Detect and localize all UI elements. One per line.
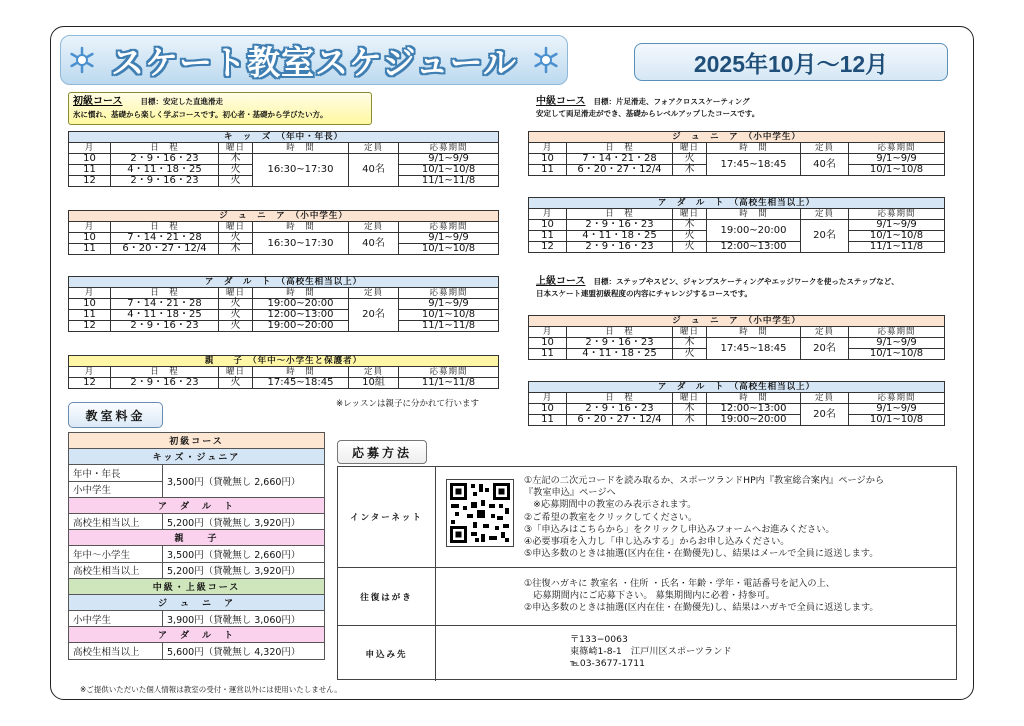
fee-heading: 親 子: [69, 530, 325, 546]
cell-apply: 11/1~11/8: [399, 176, 499, 187]
fee-section-title: 教室料金: [68, 402, 163, 428]
cell-weekday: 木: [673, 338, 707, 349]
cell-capacity: 40名: [349, 154, 399, 187]
address-line: 〒133−0063: [570, 634, 628, 645]
cell-weekday: 火: [219, 176, 253, 187]
instruction-line: ②申込多数のときは抽選(区内在住・在勤優先)し、結果はハガキで全員に返送します。: [524, 602, 879, 614]
fee-heading: 中級・上級コース: [69, 578, 325, 594]
instruction-line: ②ご希望の教室をクリックしてください。: [524, 511, 698, 523]
cell-apply: 9/1~9/9: [399, 233, 499, 244]
cell-dates: 2・9・16・23: [567, 338, 673, 349]
cell-month: 11: [529, 231, 567, 242]
header-time: 時 間: [253, 143, 349, 154]
cell-apply: 9/1~9/9: [849, 154, 945, 165]
address-line: ℡03-3677-1711: [570, 658, 645, 670]
apply-instructions: [524, 475, 884, 560]
apply-row-internet: [338, 467, 956, 567]
cell-month: 10: [529, 220, 567, 231]
cell-weekday: 火: [219, 165, 253, 176]
cell-time: 19:00~20:00: [253, 299, 349, 310]
cell-time: 12:00~13:00: [707, 242, 801, 253]
table-row: [529, 220, 945, 231]
header-apply: 応募期間: [399, 367, 499, 378]
instruction-line: ④必要事項を入力し「申し込みする」からお申し込みください。: [524, 536, 790, 548]
cell-capacity: 40名: [349, 233, 399, 255]
apply-section-title: 応募方法: [337, 440, 427, 464]
cell-dates: 7・14・21・28: [111, 299, 219, 310]
instruction-line: ※応募期間中の教室のみ表示されます。: [524, 499, 697, 511]
cell-weekday: 木: [219, 244, 253, 255]
table-row: [529, 242, 945, 253]
instruction-line: 応募期間内にご応募下さい。 募集期間内に必着・持参可。: [524, 590, 775, 602]
apply-method: 申込み先: [338, 626, 436, 681]
cell-apply: 9/1~9/9: [849, 338, 945, 349]
header-month: 月: [529, 143, 567, 154]
cell-month: 10: [529, 154, 567, 165]
header-capacity: 定員: [801, 143, 849, 154]
header-apply: 応募期間: [399, 222, 499, 233]
cell-time: 16:30~17:30: [253, 154, 349, 187]
beginner-course-note: [68, 92, 372, 125]
cell-dates: 7・14・21・28: [567, 154, 673, 165]
header-dates: 日 程: [111, 367, 219, 378]
cell-weekday: 木: [673, 415, 707, 426]
table-caption: キ ッ ズ （年中・年長）: [69, 132, 499, 143]
cell-apply: 11/1~11/8: [399, 378, 499, 389]
cell-weekday: 火: [219, 233, 253, 244]
apply-row-destination: [338, 625, 956, 681]
cell-time: 19:00~20:00: [707, 220, 801, 242]
cell-month: 11: [529, 349, 567, 360]
table-caption: ア ダ ル ト （高校生相当以上）: [69, 277, 499, 288]
header-dates: 日 程: [111, 222, 219, 233]
cell-time: 19:00~20:00: [253, 321, 349, 332]
fee-price: 5,600円（貸靴無し 4,320円）: [163, 643, 325, 659]
schedule-table-beginner-kids: [68, 131, 499, 187]
cell-dates: 2・9・16・23: [111, 321, 219, 332]
cell-weekday: 火: [673, 154, 707, 165]
header-month: 月: [69, 222, 111, 233]
fee-heading: キッズ・ジュニア: [69, 449, 325, 465]
header-capacity: 定員: [801, 393, 849, 404]
header-time: 時 間: [253, 222, 349, 233]
header-dates: 日 程: [111, 288, 219, 299]
header-month: 月: [529, 209, 567, 220]
cell-weekday: 火: [673, 231, 707, 242]
cell-weekday: 木: [673, 220, 707, 231]
cell-month: 10: [69, 299, 111, 310]
schedule-table-advanced-adult: [528, 381, 945, 426]
cell-time: 17:45~18:45: [707, 338, 801, 360]
cell-apply: 9/1~9/9: [849, 404, 945, 415]
fee-price: 3,900円（貸靴無し 3,060円）: [163, 611, 325, 627]
table-caption: 親 子 （年中～小学生と保護者）: [69, 356, 499, 367]
cell-month: 12: [69, 321, 111, 332]
table-caption: ジ ュ ニ ア （小中学生）: [529, 132, 945, 143]
header-dates: 日 程: [567, 209, 673, 220]
fee-category: 高校生相当以上: [69, 643, 163, 659]
header-time: 時 間: [707, 327, 801, 338]
cell-time: 17:45~18:45: [707, 154, 801, 176]
cell-apply: 9/1~9/9: [849, 220, 945, 231]
table-row: [69, 310, 499, 321]
cell-apply: 10/1~10/8: [849, 415, 945, 426]
cell-time: 17:45~18:45: [253, 378, 349, 389]
table-row: [69, 233, 499, 244]
cell-apply: 11/1~11/8: [849, 242, 945, 253]
cell-weekday: 火: [219, 321, 253, 332]
header-apply: 応募期間: [849, 327, 945, 338]
schedule-table-intermediate-adult: [528, 197, 945, 253]
cell-apply: 10/1~10/8: [399, 244, 499, 255]
instruction-line: 『教室申込』ページへ: [524, 487, 616, 499]
fee-category: 高校生相当以上: [69, 513, 163, 529]
header-dates: 日 程: [567, 143, 673, 154]
header-capacity: 定員: [801, 209, 849, 220]
cell-month: 11: [529, 415, 567, 426]
course-name: 中級コース: [536, 96, 586, 107]
cell-apply: 10/1~10/8: [849, 349, 945, 360]
cell-dates: 4・11・18・25: [567, 231, 673, 242]
fee-price: 5,200円（貸靴無し 3,920円）: [163, 513, 325, 529]
cell-dates: 7・14・21・28: [111, 233, 219, 244]
fee-category: 年中・年長: [69, 465, 163, 481]
cell-dates: 2・9・16・23: [567, 220, 673, 231]
header-apply: 応募期間: [849, 209, 945, 220]
page-title: スケート教室スケジュール: [110, 42, 518, 82]
table-row: [69, 321, 499, 332]
cell-capacity: 10組: [349, 378, 399, 389]
cell-dates: 6・20・27・12/4: [111, 244, 219, 255]
cell-month: 10: [69, 233, 111, 244]
apply-instructions: [524, 578, 879, 615]
address-line: 東篠崎1-8-1 江戸川区スポーツランド: [570, 646, 732, 658]
table-row: [69, 378, 499, 389]
schedule-table-advanced-junior: [528, 315, 945, 360]
cell-weekday: 木: [219, 154, 253, 165]
cell-dates: 2・9・16・23: [567, 404, 673, 415]
cell-month: 12: [69, 176, 111, 187]
apply-method: インターネット: [338, 467, 436, 567]
fee-price: 5,200円（貸靴無し 3,920円）: [163, 562, 325, 578]
cell-dates: 2・9・16・23: [111, 154, 219, 165]
table-caption: ジ ュ ニ ア （小中学生）: [529, 316, 945, 327]
fee-price: 3,500円（貸靴無し 2,660円）: [163, 465, 325, 497]
cell-capacity: 40名: [801, 154, 849, 176]
cell-time: 16:30~17:30: [253, 233, 349, 255]
instruction-line: ③「申込みはこちらから」をクリックし申込みフォームへお進みください。: [524, 523, 835, 535]
table-caption: ア ダ ル ト （高校生相当以上）: [529, 382, 945, 393]
schedule-table-beginner-adult: [68, 276, 499, 332]
cell-weekday: 火: [219, 310, 253, 321]
title-banner: [60, 35, 568, 85]
header-time: 時 間: [707, 143, 801, 154]
cell-dates: 2・9・16・23: [111, 378, 219, 389]
fee-heading: ア ダ ル ト: [69, 627, 325, 643]
header-month: 月: [69, 288, 111, 299]
cell-apply: 10/1~10/8: [399, 165, 499, 176]
header-weekday: 曜日: [219, 143, 253, 154]
header-capacity: 定員: [349, 367, 399, 378]
cell-capacity: 20名: [801, 220, 849, 253]
cell-month: 11: [529, 165, 567, 176]
header-month: 月: [69, 367, 111, 378]
advanced-course-note: [536, 276, 956, 300]
cell-dates: 4・11・18・25: [111, 310, 219, 321]
period-badge: 2025年10月～12月: [634, 43, 948, 81]
cell-weekday: 火: [219, 378, 253, 389]
apply-row-postcard: [338, 567, 956, 625]
cell-month: 11: [69, 310, 111, 321]
cell-apply: 10/1~10/8: [849, 165, 945, 176]
instruction-line: ①往復ハガキに 教室名 ・住所 ・氏名・年齢・学年・電話番号を記入の上、: [524, 578, 835, 589]
header-apply: 応募期間: [849, 143, 945, 154]
header-capacity: 定員: [801, 327, 849, 338]
cell-dates: 4・11・18・25: [567, 349, 673, 360]
fee-table: [68, 432, 325, 660]
table-row: [529, 338, 945, 349]
cell-dates: 6・20・27・12/4: [567, 165, 673, 176]
cell-weekday: 火: [219, 299, 253, 310]
cell-month: 10: [529, 338, 567, 349]
cell-time: 12:00~13:00: [707, 404, 801, 415]
schedule-table-beginner-junior: [68, 210, 499, 255]
header-time: 時 間: [253, 288, 349, 299]
cell-weekday: 木: [673, 165, 707, 176]
course-name: 初級コース: [73, 96, 123, 107]
cell-dates: 2・9・16・23: [567, 242, 673, 253]
header-apply: 応募期間: [399, 143, 499, 154]
cell-apply: 10/1~10/8: [849, 231, 945, 242]
cell-month: 10: [529, 404, 567, 415]
table-row: [529, 154, 945, 165]
course-desc: 安定して両足滑走ができ、基礎からレベルアップしたコースです。: [536, 109, 760, 118]
table-row: [529, 404, 945, 415]
header-month: 月: [69, 143, 111, 154]
header-weekday: 曜日: [673, 143, 707, 154]
qr-code-icon[interactable]: [446, 479, 514, 547]
table-row: [529, 415, 945, 426]
table-row: [69, 154, 499, 165]
fee-heading: ジ ュ ニ ア: [69, 594, 325, 610]
cell-time: 19:00~20:00: [707, 415, 801, 426]
course-desc: 氷に慣れ、基礎から楽しく学ぶコースです。初心者・基礎から学びたい方。: [73, 110, 328, 119]
schedule-table-beginner-parent: [68, 355, 499, 389]
cell-weekday: 木: [673, 404, 707, 415]
header-weekday: 曜日: [219, 288, 253, 299]
cell-dates: 6・20・27・12/4: [567, 415, 673, 426]
table-caption: ジ ュ ニ ア （小中学生）: [69, 211, 499, 222]
header-weekday: 曜日: [219, 367, 253, 378]
cell-month: 10: [69, 154, 111, 165]
apply-table: [337, 466, 957, 680]
fee-heading: 初級コース: [69, 433, 325, 449]
apply-method: 往復はがき: [338, 568, 436, 625]
cell-weekday: 火: [673, 349, 707, 360]
cell-dates: 2・9・16・23: [111, 176, 219, 187]
cell-dates: 4・11・18・25: [111, 165, 219, 176]
snowflake-icon: [529, 43, 563, 77]
instruction-line: ⑤申込多数のときは抽選(区内在住・在勤優先)し、結果はメールで全員に返送します。: [524, 548, 879, 560]
header-month: 月: [529, 327, 567, 338]
cell-capacity: 20名: [801, 404, 849, 426]
cell-apply: 10/1~10/8: [399, 310, 499, 321]
header-dates: 日 程: [111, 143, 219, 154]
header-capacity: 定員: [349, 143, 399, 154]
cell-month: 12: [69, 378, 111, 389]
course-desc: 日本スケート連盟初級程度の内容にチャレンジするコースです。: [536, 289, 752, 298]
header-time: 時 間: [253, 367, 349, 378]
table-caption: ア ダ ル ト （高校生相当以上）: [529, 198, 945, 209]
course-goal: 目標：安定した直進滑走: [140, 97, 223, 106]
header-weekday: 曜日: [673, 393, 707, 404]
cell-time: 12:00~13:00: [253, 310, 349, 321]
header-time: 時 間: [707, 209, 801, 220]
table-row: [69, 299, 499, 310]
fee-category: 小中学生: [69, 481, 163, 497]
header-weekday: 曜日: [673, 209, 707, 220]
header-dates: 日 程: [567, 393, 673, 404]
header-capacity: 定員: [349, 222, 399, 233]
instruction-line: ①左記の二次元コードを読み取るか、スポーツランドHP内『教室総合案内』ページから: [524, 475, 885, 486]
apply-address: [570, 634, 732, 671]
fee-price: 3,500円（貸靴無し 2,660円）: [163, 546, 325, 562]
header-capacity: 定員: [349, 288, 399, 299]
header-time: 時 間: [707, 393, 801, 404]
cell-month: 11: [69, 165, 111, 176]
lesson-note: ※レッスンは親子に分かれて行います: [336, 399, 480, 409]
fee-category: 高校生相当以上: [69, 562, 163, 578]
schedule-table-intermediate-junior: [528, 131, 945, 176]
snowflake-icon: [65, 43, 99, 77]
cell-apply: 9/1~9/9: [399, 299, 499, 310]
privacy-note: ※ご提供いただいた個人情報は教室の受付・運営以外には使用いたしません。: [80, 685, 342, 694]
fee-category: 小中学生: [69, 611, 163, 627]
cell-apply: 9/1~9/9: [399, 154, 499, 165]
cell-capacity: 20名: [801, 338, 849, 360]
cell-capacity: 20名: [349, 299, 399, 332]
header-weekday: 曜日: [219, 222, 253, 233]
course-goal: 目標：ステップやスピン、ジャンプスケーティングやエッジワークを使ったステップなど、: [593, 277, 899, 286]
header-dates: 日 程: [567, 327, 673, 338]
course-goal: 目標：片足滑走、フォアクロススケーティング: [593, 97, 750, 106]
cell-month: 11: [69, 244, 111, 255]
intermediate-course-note: [536, 96, 946, 120]
header-apply: 応募期間: [399, 288, 499, 299]
fee-heading: ア ダ ル ト: [69, 497, 325, 513]
cell-month: 12: [529, 242, 567, 253]
header-apply: 応募期間: [849, 393, 945, 404]
header-weekday: 曜日: [673, 327, 707, 338]
fee-category: 年中～小学生: [69, 546, 163, 562]
course-name: 上級コース: [536, 276, 586, 287]
cell-apply: 11/1~11/8: [399, 321, 499, 332]
cell-weekday: 火: [673, 242, 707, 253]
header-month: 月: [529, 393, 567, 404]
